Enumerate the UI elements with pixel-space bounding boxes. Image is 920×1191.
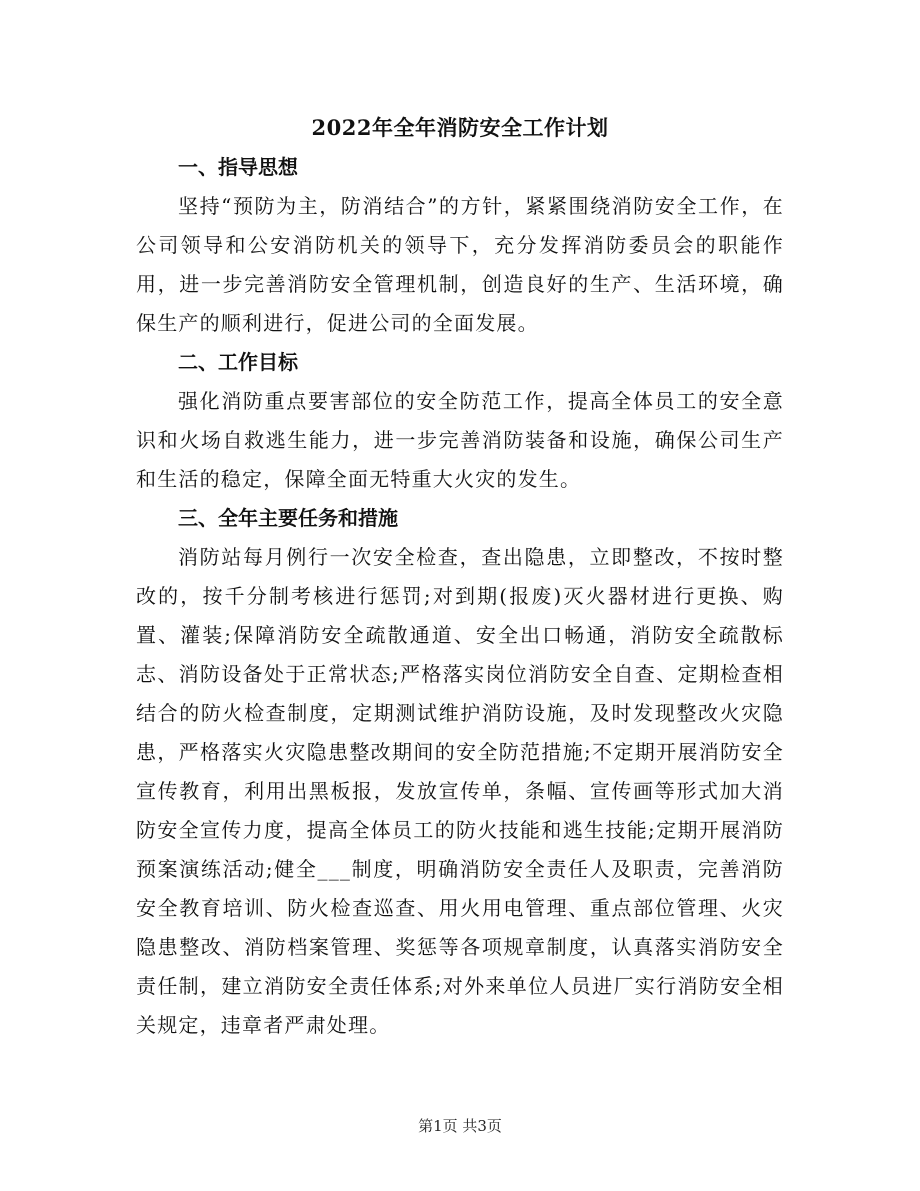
document-body: [136, 148, 784, 1045]
section-heading-guiding-ideology: 一、指导思想: [178, 155, 298, 179]
document-title: 2022年全年消防安全工作计划: [311, 115, 609, 140]
page-number-footer: 第1页 共3页: [418, 1117, 502, 1135]
section-paragraph-main-tasks: 消防站每月例行一次安全检查，查出隐患，立即整改，不按时整改的，按千分制考核进行惩罚;对到期(报废)灭火器材进行更换、购置、灌装;保障消防安全疏散通道、安全出口畅通，消防安全疏散标志、消防设备处于正常状态;严格落实岗位消防安全自查、定期检查相结合的防火检查制度，定期测试维护消防设施，及时发现整改火灾隐患，严格落实火灾隐患整改期间的安全防范措施;不定期开展消防安全宣传教育，利用出黑板报，发放宣传单，条幅、宣传画等形式加大消防安全宣传力度，提高全体员工的防火技能和逃生技能;定期开展消防预案演练活动;健全___制度，明确消防安全责任人及职责，完善消防安全教育培训、防火检查巡查、用火用电管理、重点部位管理、火灾隐患整改、消防档案管理、奖惩等各项规章制度，认真落实消防安全责任制，建立消防安全责任体系;对外来单位人员进厂实行消防安全相关规定，违章者严肃处理。: [136, 545, 784, 1037]
section-paragraph-work-goals: 强化消防重点要害部位的安全防范工作，提高全体员工的安全意识和火场自救逃生能力，进一步完善消防装备和设施，确保公司生产和生活的稳定，保障全面无特重大火灾的发生。: [136, 389, 784, 491]
section-heading-work-goals: 二、工作目标: [178, 350, 298, 374]
section-paragraph-guiding-ideology: 坚持“预防为主，防消结合”的方针，紧紧围绕消防安全工作，在公司领导和公安消防机关的领导下，充分发挥消防委员会的职能作用，进一步完善消防安全管理机制，创造良好的生产、生活环境，确保生产的顺利进行，促进公司的全面发展。: [136, 194, 784, 335]
section-heading-main-tasks: 三、全年主要任务和措施: [178, 506, 398, 530]
